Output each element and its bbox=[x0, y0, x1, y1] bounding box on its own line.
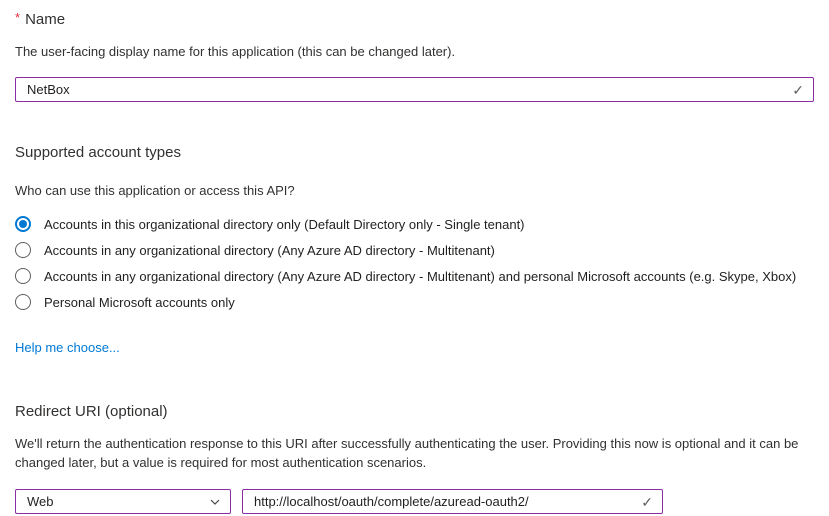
redirect-uri-section bbox=[15, 403, 814, 514]
redirect-uri-title: Redirect URI (optional) bbox=[15, 403, 168, 420]
radio-unselected-icon bbox=[15, 294, 31, 310]
name-field-container bbox=[15, 77, 814, 102]
account-types-radio-group bbox=[15, 211, 814, 315]
radio-selected-icon bbox=[15, 216, 31, 232]
valid-check-icon: ✓ bbox=[792, 81, 804, 98]
radio-unselected-icon bbox=[15, 268, 31, 284]
name-title-label: Name bbox=[25, 11, 66, 28]
redirect-uri-input[interactable] bbox=[243, 494, 641, 509]
radio-label: Accounts in any organizational directory (Any Azure AD directory - Multitenant) bbox=[44, 242, 495, 258]
radio-label: Accounts in this organizational directory only (Default Directory only - Single tenant) bbox=[44, 216, 525, 232]
redirect-uri-description: We'll return the authentication response to this URI after successfully authenticating the user. Providing this now is optional and it can be changed later, but a value is required for most authentication scenarios. bbox=[15, 436, 799, 470]
radio-personal-only[interactable] bbox=[15, 289, 814, 315]
redirect-uri-controls bbox=[15, 489, 814, 514]
help-me-choose-link[interactable]: Help me choose... bbox=[15, 340, 120, 355]
name-input[interactable] bbox=[16, 82, 792, 97]
chevron-down-icon bbox=[209, 496, 221, 508]
platform-selected-value: Web bbox=[27, 494, 54, 509]
platform-select-dropdown[interactable] bbox=[15, 489, 231, 514]
radio-label: Personal Microsoft accounts only bbox=[44, 294, 235, 310]
radio-unselected-icon bbox=[15, 242, 31, 258]
account-types-question: Who can use this application or access this API? bbox=[15, 183, 295, 198]
required-asterisk: * bbox=[15, 10, 21, 25]
name-description: The user-facing display name for this application (this can be changed later). bbox=[15, 44, 456, 59]
redirect-uri-field-container bbox=[242, 489, 663, 514]
name-section-title bbox=[15, 0, 814, 28]
radio-single-tenant[interactable] bbox=[15, 211, 814, 237]
account-types-title: Supported account types bbox=[15, 144, 181, 161]
radio-multitenant[interactable] bbox=[15, 237, 814, 263]
radio-label: Accounts in any organizational directory (Any Azure AD directory - Multitenant) and personal Microsoft accounts (e.g. Skype, Xbox) bbox=[44, 268, 797, 284]
valid-check-icon: ✓ bbox=[641, 493, 653, 510]
supported-account-types-section bbox=[15, 144, 814, 357]
radio-multitenant-personal[interactable] bbox=[15, 263, 814, 289]
